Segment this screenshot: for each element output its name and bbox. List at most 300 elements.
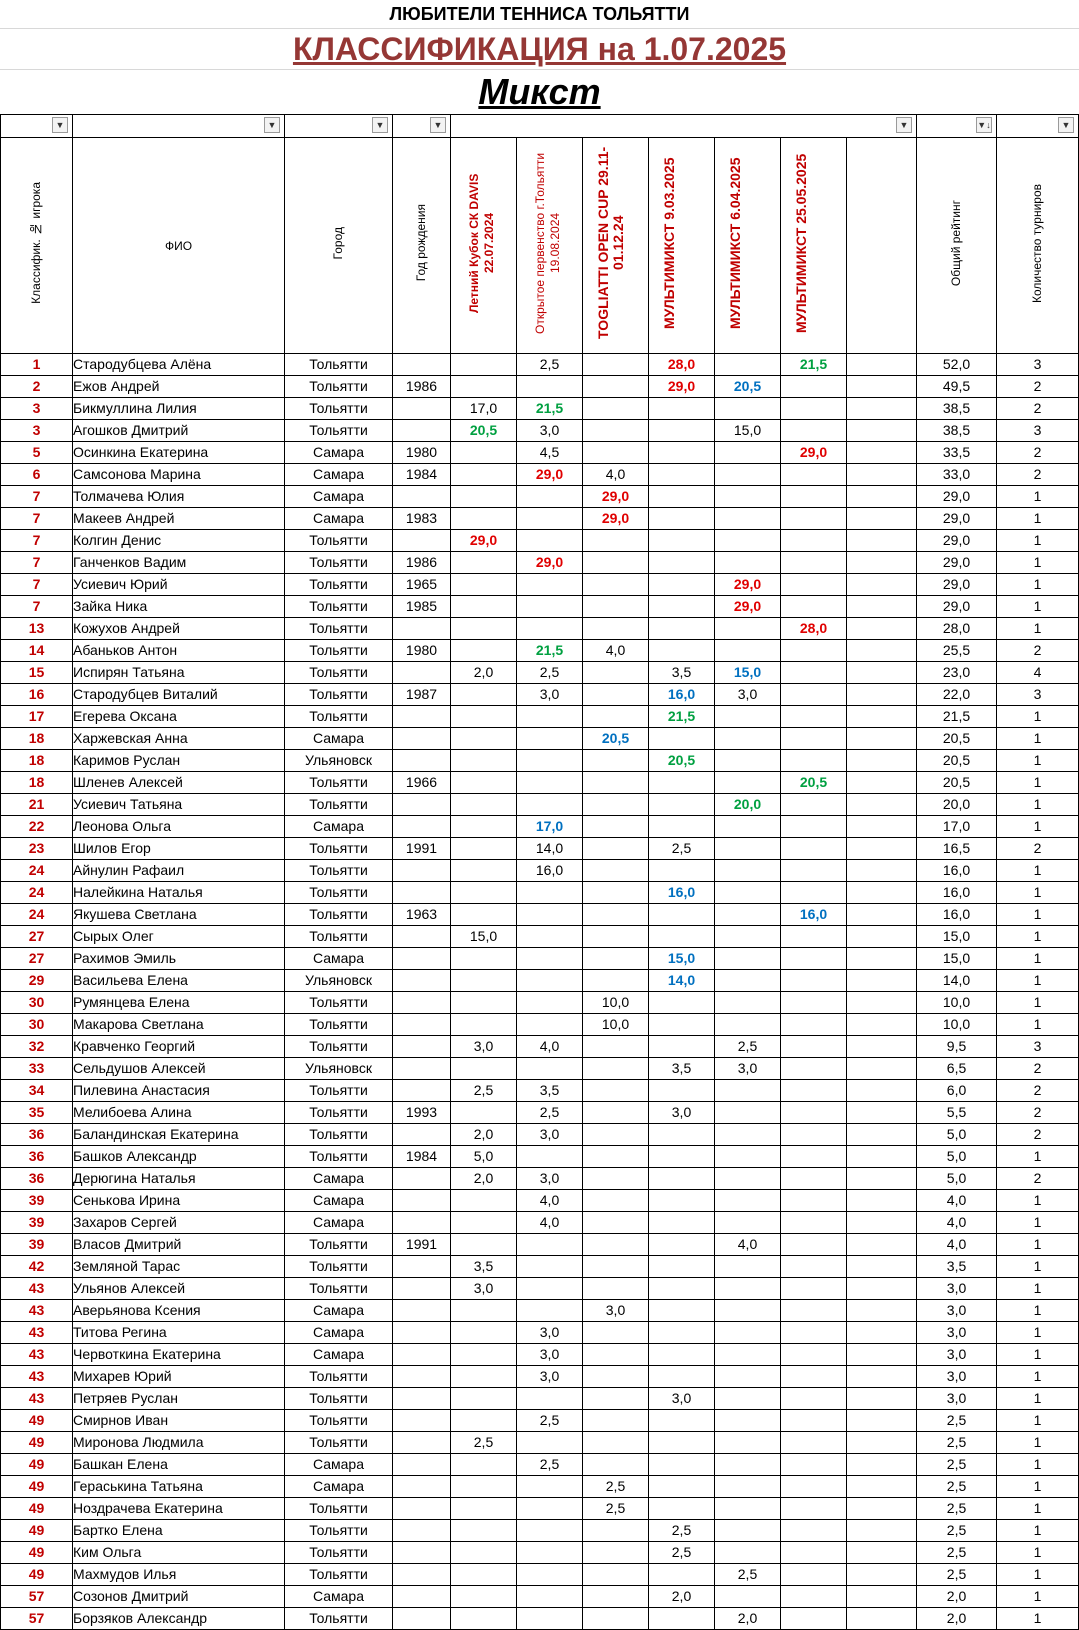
city-cell[interactable]: Тольятти (285, 684, 393, 706)
city-cell[interactable]: Тольятти (285, 772, 393, 794)
score-cell-t3[interactable]: 2,5 (583, 1476, 649, 1498)
tournament-count-cell[interactable]: 1 (997, 860, 1079, 882)
tournament-count-cell[interactable]: 2 (997, 1058, 1079, 1080)
score-cell-t6[interactable] (781, 1542, 847, 1564)
score-cell-t1[interactable] (451, 1564, 517, 1586)
score-cell-t4[interactable] (649, 1432, 715, 1454)
score-cell-t5[interactable] (715, 838, 781, 860)
filter-dropdown-icon[interactable]: ▼ (430, 117, 446, 133)
score-cell-t5[interactable] (715, 1586, 781, 1608)
score-cell-t3[interactable] (583, 376, 649, 398)
score-cell-t2[interactable]: 4,5 (517, 442, 583, 464)
score-cell-t6[interactable] (781, 640, 847, 662)
score-cell-t5[interactable] (715, 1366, 781, 1388)
score-cell-t1[interactable] (451, 1542, 517, 1564)
player-name-cell[interactable]: Бартко Елена (73, 1520, 285, 1542)
total-rating-cell[interactable]: 38,5 (917, 420, 997, 442)
birth-year-cell[interactable] (393, 882, 451, 904)
player-name-cell[interactable]: Баландинская Екатерина (73, 1124, 285, 1146)
rank-cell[interactable]: 49 (1, 1564, 73, 1586)
score-cell-t7[interactable] (847, 1564, 917, 1586)
score-cell-t6[interactable] (781, 376, 847, 398)
city-cell[interactable]: Тольятти (285, 574, 393, 596)
tournament-count-cell[interactable]: 1 (997, 794, 1079, 816)
score-cell-t4[interactable] (649, 486, 715, 508)
score-cell-t1[interactable] (451, 838, 517, 860)
score-cell-t6[interactable] (781, 1432, 847, 1454)
tournament-count-cell[interactable]: 1 (997, 728, 1079, 750)
score-cell-t3[interactable] (583, 552, 649, 574)
tournament-count-cell[interactable]: 2 (997, 1124, 1079, 1146)
score-cell-t6[interactable] (781, 574, 847, 596)
score-cell-t1[interactable]: 15,0 (451, 926, 517, 948)
score-cell-t5[interactable] (715, 1300, 781, 1322)
score-cell-t3[interactable] (583, 1124, 649, 1146)
score-cell-t4[interactable] (649, 464, 715, 486)
player-name-cell[interactable]: Сельдушов Алексей (73, 1058, 285, 1080)
score-cell-t2[interactable]: 2,5 (517, 1410, 583, 1432)
birth-year-cell[interactable] (393, 1058, 451, 1080)
score-cell-t5[interactable]: 4,0 (715, 1234, 781, 1256)
score-cell-t1[interactable]: 20,5 (451, 420, 517, 442)
score-cell-t7[interactable] (847, 706, 917, 728)
total-rating-cell[interactable]: 14,0 (917, 970, 997, 992)
score-cell-t7[interactable] (847, 970, 917, 992)
score-cell-t1[interactable] (451, 794, 517, 816)
total-rating-cell[interactable]: 29,0 (917, 508, 997, 530)
score-cell-t1[interactable] (451, 1190, 517, 1212)
score-cell-t3[interactable]: 2,5 (583, 1498, 649, 1520)
player-name-cell[interactable]: Каримов Руслан (73, 750, 285, 772)
score-cell-t4[interactable] (649, 1212, 715, 1234)
city-cell[interactable]: Самара (285, 486, 393, 508)
score-cell-t7[interactable] (847, 860, 917, 882)
score-cell-t6[interactable] (781, 464, 847, 486)
score-cell-t3[interactable]: 10,0 (583, 1014, 649, 1036)
score-cell-t3[interactable] (583, 1146, 649, 1168)
birth-year-cell[interactable] (393, 794, 451, 816)
score-cell-t5[interactable]: 20,5 (715, 376, 781, 398)
total-rating-cell[interactable]: 4,0 (917, 1234, 997, 1256)
score-cell-t5[interactable] (715, 464, 781, 486)
rank-cell[interactable]: 43 (1, 1344, 73, 1366)
city-cell[interactable]: Тольятти (285, 926, 393, 948)
birth-year-cell[interactable] (393, 1300, 451, 1322)
score-cell-t3[interactable]: 29,0 (583, 486, 649, 508)
total-rating-cell[interactable]: 25,5 (917, 640, 997, 662)
score-cell-t4[interactable] (649, 1300, 715, 1322)
score-cell-t4[interactable]: 3,0 (649, 1388, 715, 1410)
player-name-cell[interactable]: Башков Александр (73, 1146, 285, 1168)
score-cell-t5[interactable] (715, 728, 781, 750)
score-cell-t4[interactable]: 29,0 (649, 376, 715, 398)
birth-year-cell[interactable] (393, 1520, 451, 1542)
total-rating-cell[interactable]: 33,5 (917, 442, 997, 464)
score-cell-t5[interactable]: 15,0 (715, 420, 781, 442)
player-name-cell[interactable]: Харжевская Анна (73, 728, 285, 750)
player-name-cell[interactable]: Айнулин Рафаил (73, 860, 285, 882)
city-cell[interactable]: Тольятти (285, 1036, 393, 1058)
score-cell-t4[interactable]: 3,0 (649, 1102, 715, 1124)
city-cell[interactable]: Тольятти (285, 640, 393, 662)
city-cell[interactable]: Тольятти (285, 662, 393, 684)
birth-year-cell[interactable]: 1963 (393, 904, 451, 926)
rank-cell[interactable]: 49 (1, 1410, 73, 1432)
birth-year-cell[interactable] (393, 420, 451, 442)
score-cell-t4[interactable]: 15,0 (649, 948, 715, 970)
score-cell-t7[interactable] (847, 442, 917, 464)
score-cell-t1[interactable] (451, 552, 517, 574)
score-cell-t4[interactable] (649, 442, 715, 464)
score-cell-t2[interactable]: 17,0 (517, 816, 583, 838)
score-cell-t1[interactable] (451, 1014, 517, 1036)
score-cell-t5[interactable]: 2,5 (715, 1036, 781, 1058)
score-cell-t3[interactable] (583, 970, 649, 992)
score-cell-t6[interactable] (781, 706, 847, 728)
score-cell-t7[interactable] (847, 794, 917, 816)
score-cell-t7[interactable] (847, 1366, 917, 1388)
birth-year-cell[interactable]: 1980 (393, 442, 451, 464)
total-rating-cell[interactable]: 2,5 (917, 1454, 997, 1476)
tournament-count-cell[interactable]: 1 (997, 1300, 1079, 1322)
score-cell-t5[interactable] (715, 1432, 781, 1454)
tournament-count-cell[interactable]: 1 (997, 750, 1079, 772)
player-name-cell[interactable]: Испирян Татьяна (73, 662, 285, 684)
score-cell-t5[interactable] (715, 1498, 781, 1520)
player-name-cell[interactable]: Ганченков Вадим (73, 552, 285, 574)
score-cell-t1[interactable]: 5,0 (451, 1146, 517, 1168)
total-rating-cell[interactable]: 5,0 (917, 1146, 997, 1168)
score-cell-t2[interactable] (517, 1234, 583, 1256)
city-cell[interactable]: Тольятти (285, 376, 393, 398)
score-cell-t2[interactable] (517, 1146, 583, 1168)
player-name-cell[interactable]: Борзяков Александр (73, 1608, 285, 1630)
rank-cell[interactable]: 36 (1, 1168, 73, 1190)
score-cell-t2[interactable] (517, 1542, 583, 1564)
score-cell-t3[interactable] (583, 1212, 649, 1234)
score-cell-t5[interactable] (715, 1124, 781, 1146)
tournament-count-cell[interactable]: 1 (997, 1608, 1079, 1630)
score-cell-t7[interactable] (847, 1344, 917, 1366)
total-rating-cell[interactable]: 20,5 (917, 772, 997, 794)
score-cell-t3[interactable] (583, 706, 649, 728)
birth-year-cell[interactable] (393, 1014, 451, 1036)
score-cell-t7[interactable] (847, 684, 917, 706)
score-cell-t5[interactable]: 29,0 (715, 574, 781, 596)
total-rating-cell[interactable]: 38,5 (917, 398, 997, 420)
tournament-count-cell[interactable]: 2 (997, 442, 1079, 464)
total-rating-cell[interactable]: 5,5 (917, 1102, 997, 1124)
birth-year-cell[interactable] (393, 970, 451, 992)
city-cell[interactable]: Тольятти (285, 1080, 393, 1102)
score-cell-t5[interactable] (715, 948, 781, 970)
score-cell-t2[interactable]: 4,0 (517, 1190, 583, 1212)
score-cell-t5[interactable] (715, 926, 781, 948)
score-cell-t6[interactable]: 16,0 (781, 904, 847, 926)
score-cell-t7[interactable] (847, 486, 917, 508)
city-cell[interactable]: Тольятти (285, 1234, 393, 1256)
birth-year-cell[interactable]: 1991 (393, 838, 451, 860)
score-cell-t2[interactable]: 2,5 (517, 1102, 583, 1124)
filter-dropdown-icon[interactable]: ▼ (264, 117, 280, 133)
score-cell-t6[interactable] (781, 882, 847, 904)
score-cell-t6[interactable] (781, 750, 847, 772)
tournament-count-cell[interactable]: 1 (997, 948, 1079, 970)
score-cell-t5[interactable] (715, 640, 781, 662)
tournament-count-cell[interactable]: 1 (997, 1476, 1079, 1498)
score-cell-t5[interactable] (715, 1212, 781, 1234)
score-cell-t1[interactable]: 2,5 (451, 1080, 517, 1102)
score-cell-t2[interactable]: 3,0 (517, 1124, 583, 1146)
score-cell-t2[interactable]: 3,0 (517, 684, 583, 706)
score-cell-t7[interactable] (847, 1410, 917, 1432)
score-cell-t3[interactable]: 3,0 (583, 1300, 649, 1322)
rank-cell[interactable]: 24 (1, 860, 73, 882)
score-cell-t7[interactable] (847, 574, 917, 596)
total-rating-cell[interactable]: 29,0 (917, 596, 997, 618)
score-cell-t5[interactable] (715, 530, 781, 552)
player-name-cell[interactable]: Стародубцев Виталий (73, 684, 285, 706)
total-rating-cell[interactable]: 10,0 (917, 1014, 997, 1036)
score-cell-t3[interactable] (583, 354, 649, 376)
score-cell-t4[interactable] (649, 772, 715, 794)
score-cell-t7[interactable] (847, 530, 917, 552)
score-cell-t2[interactable]: 21,5 (517, 398, 583, 420)
score-cell-t5[interactable] (715, 1410, 781, 1432)
birth-year-cell[interactable] (393, 728, 451, 750)
birth-year-cell[interactable] (393, 486, 451, 508)
score-cell-t6[interactable] (781, 1586, 847, 1608)
total-rating-cell[interactable]: 4,0 (917, 1212, 997, 1234)
score-cell-t5[interactable]: 2,0 (715, 1608, 781, 1630)
birth-year-cell[interactable] (393, 1344, 451, 1366)
score-cell-t7[interactable] (847, 1454, 917, 1476)
score-cell-t1[interactable] (451, 1454, 517, 1476)
city-cell[interactable]: Самара (285, 1190, 393, 1212)
total-rating-cell[interactable]: 52,0 (917, 354, 997, 376)
score-cell-t2[interactable]: 14,0 (517, 838, 583, 860)
score-cell-t3[interactable] (583, 618, 649, 640)
score-cell-t5[interactable] (715, 1146, 781, 1168)
tournament-count-cell[interactable]: 1 (997, 1388, 1079, 1410)
score-cell-t7[interactable] (847, 552, 917, 574)
rank-cell[interactable]: 7 (1, 596, 73, 618)
filter-dropdown-icon[interactable]: ▼ (52, 117, 68, 133)
score-cell-t2[interactable] (517, 376, 583, 398)
tournament-count-cell[interactable]: 1 (997, 1410, 1079, 1432)
score-cell-t3[interactable] (583, 1586, 649, 1608)
player-name-cell[interactable]: Ульянов Алексей (73, 1278, 285, 1300)
birth-year-cell[interactable] (393, 1278, 451, 1300)
birth-year-cell[interactable] (393, 948, 451, 970)
score-cell-t6[interactable] (781, 1564, 847, 1586)
total-rating-cell[interactable]: 16,5 (917, 838, 997, 860)
birth-year-cell[interactable] (393, 354, 451, 376)
score-cell-t2[interactable]: 3,5 (517, 1080, 583, 1102)
score-cell-t7[interactable] (847, 1080, 917, 1102)
total-rating-cell[interactable]: 33,0 (917, 464, 997, 486)
score-cell-t6[interactable] (781, 1344, 847, 1366)
score-cell-t2[interactable] (517, 1388, 583, 1410)
total-rating-cell[interactable]: 16,0 (917, 860, 997, 882)
total-rating-cell[interactable]: 2,5 (917, 1498, 997, 1520)
score-cell-t7[interactable] (847, 728, 917, 750)
city-cell[interactable]: Тольятти (285, 552, 393, 574)
rank-cell[interactable]: 36 (1, 1146, 73, 1168)
score-cell-t1[interactable] (451, 618, 517, 640)
score-cell-t5[interactable]: 20,0 (715, 794, 781, 816)
score-cell-t3[interactable] (583, 1036, 649, 1058)
total-rating-cell[interactable]: 21,5 (917, 706, 997, 728)
birth-year-cell[interactable] (393, 1322, 451, 1344)
score-cell-t4[interactable] (649, 1322, 715, 1344)
birth-year-cell[interactable]: 1987 (393, 684, 451, 706)
score-cell-t3[interactable] (583, 1190, 649, 1212)
player-name-cell[interactable]: Рахимов Эмиль (73, 948, 285, 970)
score-cell-t4[interactable] (649, 1454, 715, 1476)
score-cell-t1[interactable] (451, 1388, 517, 1410)
score-cell-t7[interactable] (847, 662, 917, 684)
total-rating-cell[interactable]: 3,0 (917, 1300, 997, 1322)
total-rating-cell[interactable]: 15,0 (917, 926, 997, 948)
score-cell-t6[interactable]: 21,5 (781, 354, 847, 376)
player-name-cell[interactable]: Созонов Дмитрий (73, 1586, 285, 1608)
score-cell-t1[interactable] (451, 1212, 517, 1234)
score-cell-t3[interactable] (583, 442, 649, 464)
score-cell-t1[interactable] (451, 1058, 517, 1080)
score-cell-t2[interactable]: 29,0 (517, 552, 583, 574)
birth-year-cell[interactable] (393, 1190, 451, 1212)
birth-year-cell[interactable] (393, 1080, 451, 1102)
city-cell[interactable]: Тольятти (285, 1432, 393, 1454)
score-cell-t4[interactable] (649, 1608, 715, 1630)
rank-cell[interactable]: 24 (1, 904, 73, 926)
sort-desc-filter-icon[interactable]: ▼↓ (976, 117, 992, 133)
score-cell-t3[interactable] (583, 1168, 649, 1190)
score-cell-t2[interactable] (517, 618, 583, 640)
score-cell-t6[interactable] (781, 860, 847, 882)
rank-cell[interactable]: 15 (1, 662, 73, 684)
birth-year-cell[interactable] (393, 1564, 451, 1586)
player-name-cell[interactable]: Сырых Олег (73, 926, 285, 948)
player-name-cell[interactable]: Шленев Алексей (73, 772, 285, 794)
score-cell-t7[interactable] (847, 926, 917, 948)
city-cell[interactable]: Тольятти (285, 354, 393, 376)
tournament-count-cell[interactable]: 1 (997, 1014, 1079, 1036)
score-cell-t6[interactable] (781, 552, 847, 574)
tournament-count-cell[interactable]: 1 (997, 926, 1079, 948)
score-cell-t7[interactable] (847, 1102, 917, 1124)
tournament-count-cell[interactable]: 1 (997, 992, 1079, 1014)
score-cell-t1[interactable] (451, 1366, 517, 1388)
rank-cell[interactable]: 21 (1, 794, 73, 816)
score-cell-t7[interactable] (847, 1036, 917, 1058)
score-cell-t4[interactable] (649, 794, 715, 816)
score-cell-t5[interactable] (715, 1476, 781, 1498)
score-cell-t7[interactable] (847, 1322, 917, 1344)
score-cell-t4[interactable] (649, 1190, 715, 1212)
score-cell-t2[interactable] (517, 1608, 583, 1630)
tournament-count-cell[interactable]: 1 (997, 1586, 1079, 1608)
score-cell-t1[interactable] (451, 1300, 517, 1322)
score-cell-t1[interactable] (451, 354, 517, 376)
score-cell-t1[interactable] (451, 1476, 517, 1498)
rank-cell[interactable]: 49 (1, 1520, 73, 1542)
city-cell[interactable]: Тольятти (285, 706, 393, 728)
score-cell-t6[interactable] (781, 926, 847, 948)
score-cell-t6[interactable] (781, 1058, 847, 1080)
city-cell[interactable]: Тольятти (285, 838, 393, 860)
score-cell-t1[interactable] (451, 1344, 517, 1366)
score-cell-t2[interactable] (517, 904, 583, 926)
score-cell-t2[interactable] (517, 1586, 583, 1608)
filter-dropdown-icon[interactable]: ▼ (896, 117, 912, 133)
score-cell-t3[interactable] (583, 1432, 649, 1454)
city-cell[interactable]: Тольятти (285, 1102, 393, 1124)
score-cell-t6[interactable] (781, 398, 847, 420)
tournament-count-cell[interactable]: 1 (997, 1322, 1079, 1344)
birth-year-cell[interactable] (393, 1586, 451, 1608)
tournament-count-cell[interactable]: 2 (997, 376, 1079, 398)
total-rating-cell[interactable]: 3,0 (917, 1388, 997, 1410)
birth-year-cell[interactable] (393, 750, 451, 772)
total-rating-cell[interactable]: 23,0 (917, 662, 997, 684)
score-cell-t7[interactable] (847, 640, 917, 662)
score-cell-t4[interactable] (649, 926, 715, 948)
city-cell[interactable]: Тольятти (285, 904, 393, 926)
rank-cell[interactable]: 5 (1, 442, 73, 464)
player-name-cell[interactable]: Ежов Андрей (73, 376, 285, 398)
birth-year-cell[interactable]: 1984 (393, 464, 451, 486)
total-rating-cell[interactable]: 5,0 (917, 1168, 997, 1190)
rank-cell[interactable]: 39 (1, 1190, 73, 1212)
rank-cell[interactable]: 3 (1, 420, 73, 442)
player-name-cell[interactable]: Кравченко Георгий (73, 1036, 285, 1058)
score-cell-t5[interactable] (715, 1256, 781, 1278)
player-name-cell[interactable]: Абаньков Антон (73, 640, 285, 662)
score-cell-t1[interactable] (451, 508, 517, 530)
score-cell-t6[interactable] (781, 1608, 847, 1630)
city-cell[interactable]: Самара (285, 1476, 393, 1498)
city-cell[interactable]: Тольятти (285, 992, 393, 1014)
score-cell-t1[interactable] (451, 486, 517, 508)
score-cell-t2[interactable] (517, 948, 583, 970)
city-cell[interactable]: Самара (285, 1300, 393, 1322)
tournament-count-cell[interactable]: 1 (997, 486, 1079, 508)
score-cell-t6[interactable] (781, 948, 847, 970)
total-rating-cell[interactable]: 20,0 (917, 794, 997, 816)
total-rating-cell[interactable]: 3,0 (917, 1366, 997, 1388)
score-cell-t2[interactable] (517, 508, 583, 530)
rank-cell[interactable]: 24 (1, 882, 73, 904)
score-cell-t5[interactable] (715, 1102, 781, 1124)
total-rating-cell[interactable]: 5,0 (917, 1124, 997, 1146)
player-name-cell[interactable]: Шилов Егор (73, 838, 285, 860)
tournament-count-cell[interactable]: 3 (997, 420, 1079, 442)
city-cell[interactable]: Ульяновск (285, 1058, 393, 1080)
player-name-cell[interactable]: Кожухов Андрей (73, 618, 285, 640)
score-cell-t1[interactable] (451, 1586, 517, 1608)
score-cell-t3[interactable] (583, 1454, 649, 1476)
tournament-count-cell[interactable]: 2 (997, 464, 1079, 486)
rank-cell[interactable]: 30 (1, 992, 73, 1014)
city-cell[interactable]: Тольятти (285, 530, 393, 552)
score-cell-t6[interactable] (781, 1256, 847, 1278)
player-name-cell[interactable]: Михарев Юрий (73, 1366, 285, 1388)
score-cell-t4[interactable] (649, 1146, 715, 1168)
score-cell-t1[interactable] (451, 750, 517, 772)
rank-cell[interactable]: 57 (1, 1608, 73, 1630)
